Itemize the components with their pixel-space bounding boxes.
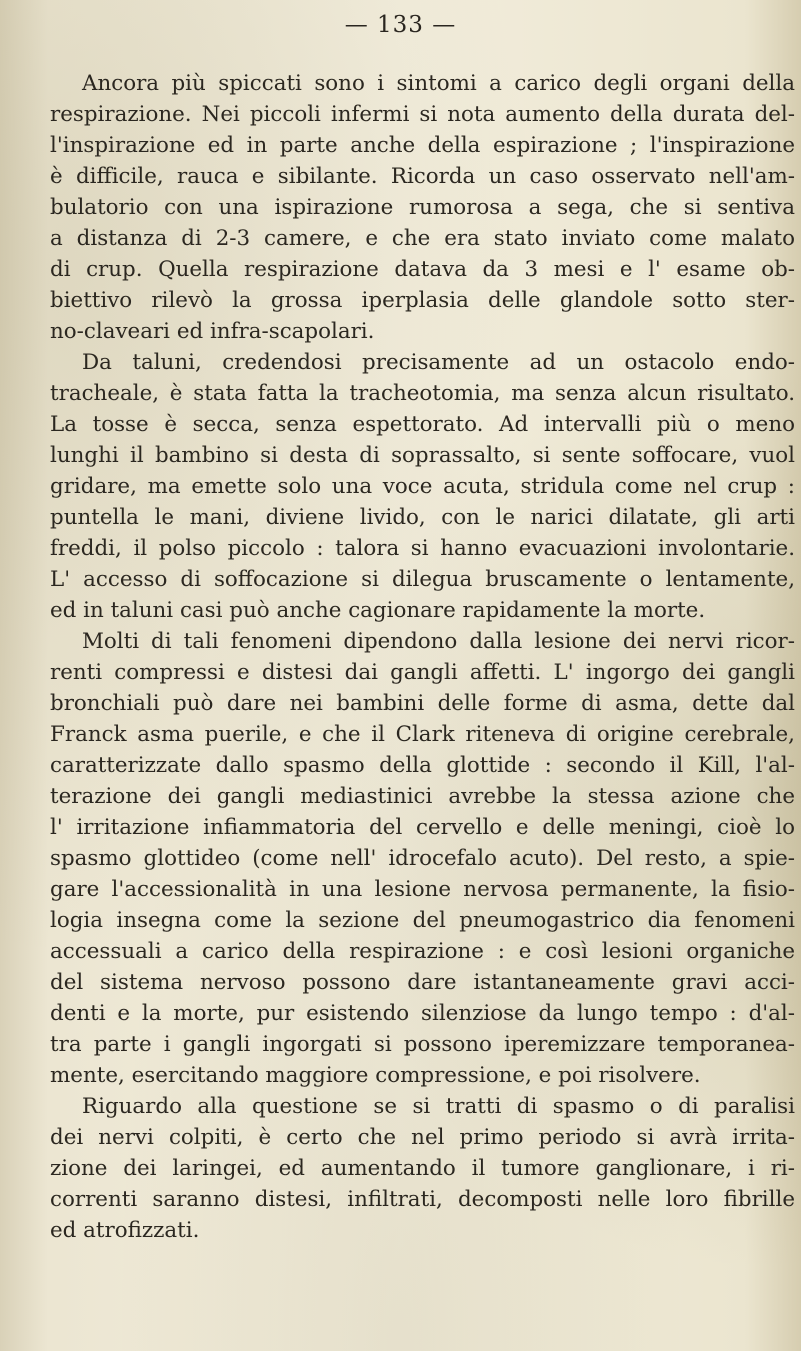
text-line: mente, esercitando maggiore compressione, e poi risolvere. — [50, 1063, 701, 1088]
text-line: no-claveari ed infra-scapolari. — [50, 319, 375, 344]
text-line: bronchiali può dare nei bambini delle forme di asma, dette dal — [50, 691, 795, 716]
text-line: ed in taluni casi può anche cagionare rapidamente la morte. — [50, 598, 706, 623]
text-line: ed atrofizzati. — [50, 1218, 200, 1243]
text-line: l'inspirazione ed in parte anche della espirazione ; l'inspirazione — [50, 133, 795, 158]
page-number: — 133 — — [344, 12, 457, 38]
text-line: Da taluni, credendosi precisamente ad un ostacolo endo- — [82, 350, 795, 375]
body-text — [50, 68, 795, 1246]
text-line: Ancora più spiccati sono i sintomi a carico degli organi della — [82, 71, 795, 96]
text-line: lunghi il bambino si desta di soprassalto, si sente soffocare, vuol — [50, 443, 795, 468]
text-line: biettivo rilevò la grossa iperplasia delle glandole sotto ster- — [50, 288, 795, 313]
text-line: bulatorio con una ispirazione rumorosa a sega, che si sentiva — [50, 195, 795, 220]
text-line: gare l'accessionalità in una lesione nervosa permanente, la fisio- — [50, 877, 795, 902]
text-line: respirazione. Nei piccoli infermi si nota aumento della durata del- — [50, 102, 795, 127]
text-line: Molti di tali fenomeni dipendono dalla lesione dei nervi ricor- — [82, 629, 795, 654]
text-line: correnti saranno distesi, infiltrati, decomposti nelle loro fibrille — [50, 1187, 795, 1212]
text-line: Riguardo alla questione se si tratti di spasmo o di paralisi — [82, 1094, 795, 1119]
text-line: accessuali a carico della respirazione : e così lesioni organiche — [50, 939, 795, 964]
text-line: terazione dei gangli mediastinici avrebbe la stessa azione che — [50, 784, 795, 809]
text-line: zione dei laringei, ed aumentando il tumore ganglionare, i ri- — [50, 1156, 795, 1181]
text-line: La tosse è secca, senza espettorato. Ad intervalli più o meno — [50, 412, 795, 437]
text-line: del sistema nervoso possono dare istantaneamente gravi acci- — [50, 970, 795, 995]
text-line: tracheale, è stata fatta la tracheotomia, ma senza alcun risultato. — [50, 381, 795, 406]
text-line: caratterizzate dallo spasmo della glottide : secondo il Kill, l'al- — [50, 753, 795, 778]
text-line: tra parte i gangli ingorgati si possono iperemizzare temporanea- — [50, 1032, 795, 1057]
text-line: puntella le mani, diviene livido, con le narici dilatate, gli arti — [50, 505, 795, 530]
text-line: L' accesso di soffocazione si dilegua bruscamente o lentamente, — [50, 567, 795, 592]
text-line: è difficile, rauca e sibilante. Ricorda un caso osservato nell'am- — [50, 164, 795, 189]
text-line: renti compressi e distesi dai gangli affetti. L' ingorgo dei gangli — [50, 660, 795, 685]
text-line: dei nervi colpiti, è certo che nel primo periodo si avrà irrita- — [50, 1125, 795, 1150]
text-line: l' irritazione infiammatoria del cervello e delle meningi, cioè lo — [50, 815, 795, 840]
text-line: denti e la morte, pur esistendo silenziose da lungo tempo : d'al- — [50, 1001, 795, 1026]
text-line: logia insegna come la sezione del pneumogastrico dia fenomeni — [50, 908, 795, 933]
text-line: Franck asma puerile, e che il Clark riteneva di origine cerebrale, — [50, 722, 795, 747]
text-line: spasmo glottideo (come nell' idrocefalo acuto). Del resto, a spie- — [50, 846, 795, 871]
text-line: a distanza di 2-3 camere, e che era stato inviato come malato — [50, 226, 795, 251]
text-line: freddi, il polso piccolo : talora si hanno evacuazioni involontarie. — [50, 536, 795, 561]
text-line: gridare, ma emette solo una voce acuta, stridula come nel crup : — [50, 474, 795, 499]
text-line: di crup. Quella respirazione datava da 3 mesi e l' esame ob- — [50, 257, 795, 282]
